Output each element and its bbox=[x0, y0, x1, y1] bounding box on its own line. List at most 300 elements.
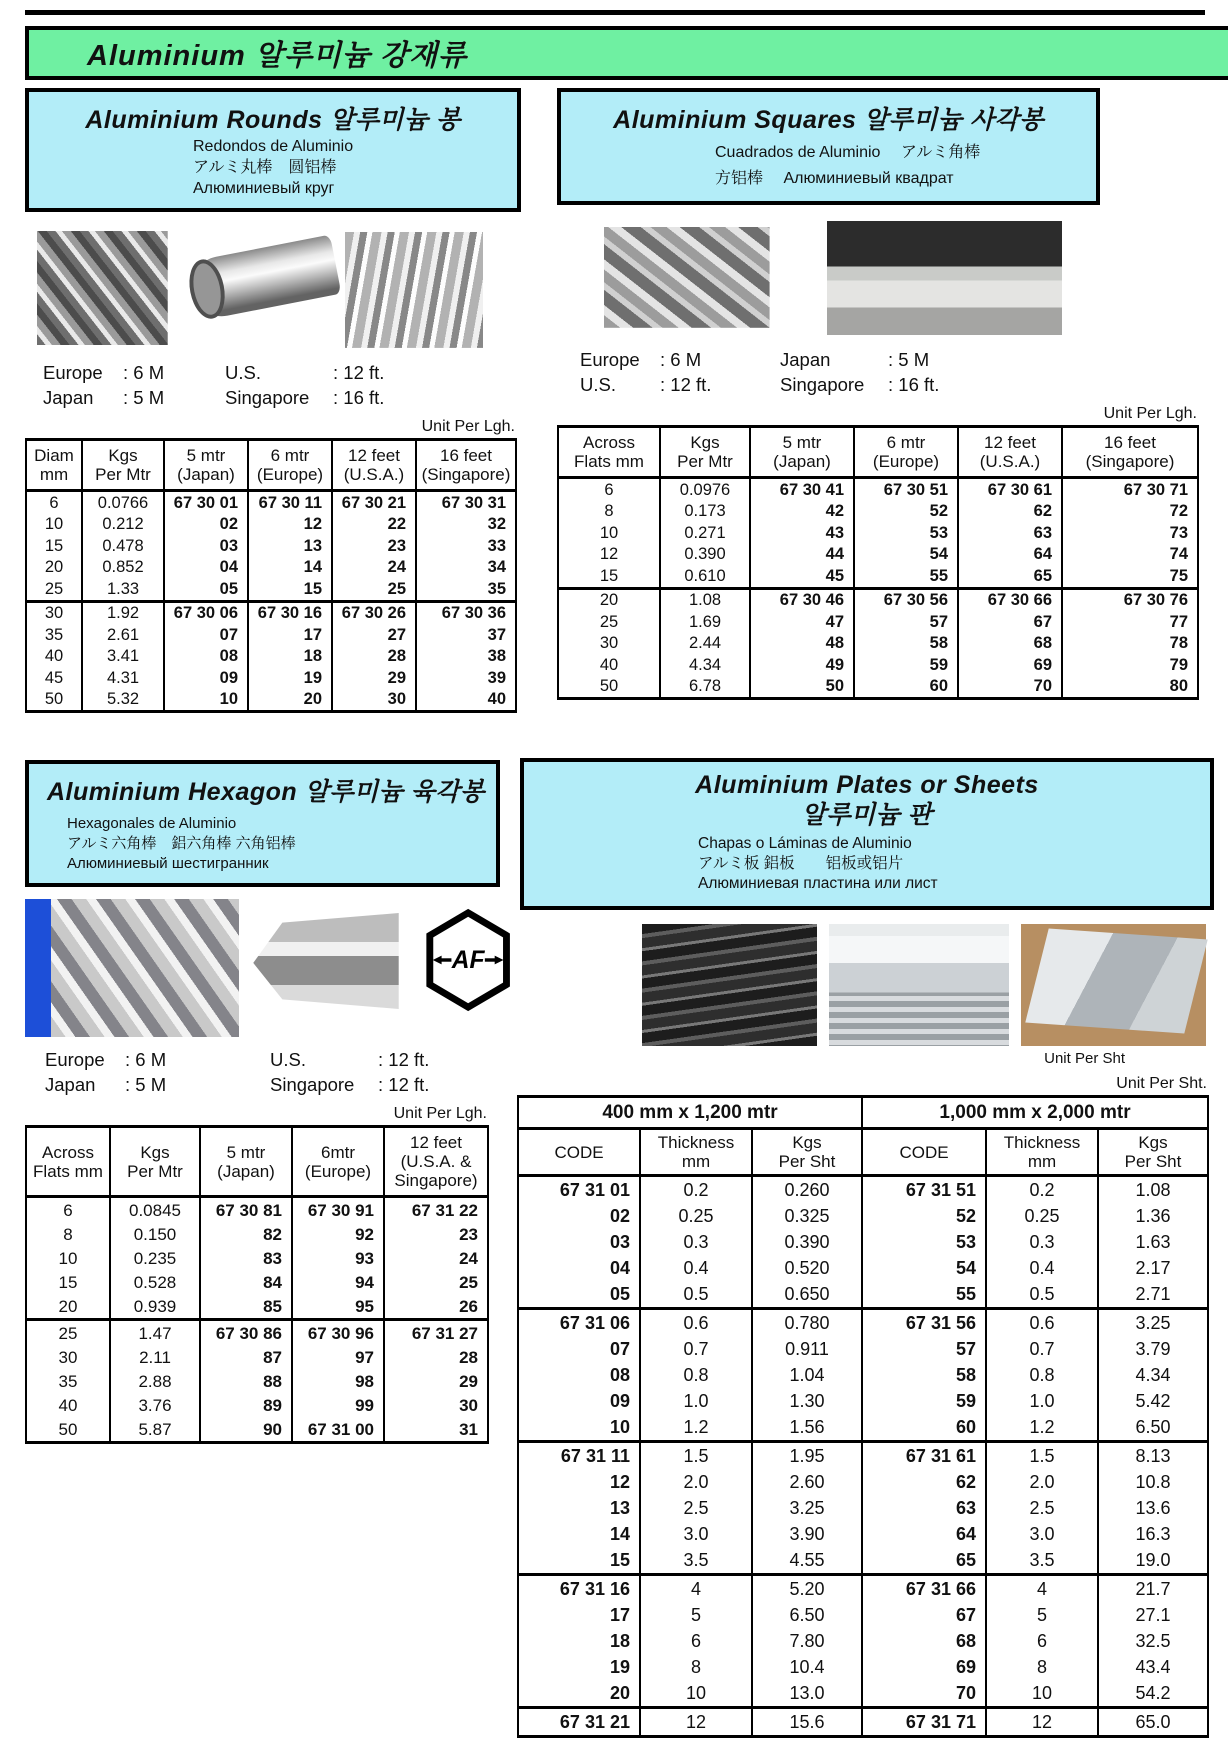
table-row bbox=[26, 514, 516, 536]
value-cell: 15 bbox=[558, 565, 660, 588]
table-row bbox=[518, 1602, 1208, 1628]
code-cell: 69 bbox=[958, 654, 1062, 676]
code-cell: 42 bbox=[750, 501, 854, 523]
value-cell: 8 bbox=[640, 1654, 752, 1680]
table-row bbox=[26, 646, 516, 668]
table-row bbox=[26, 1294, 488, 1320]
value-cell: 8.13 bbox=[1098, 1442, 1208, 1470]
value-cell: 3.0 bbox=[640, 1521, 752, 1547]
value-cell: 54.2 bbox=[1098, 1680, 1208, 1708]
code-cell: 27 bbox=[332, 624, 416, 646]
table-row bbox=[558, 544, 1198, 566]
length-spec bbox=[45, 1072, 270, 1097]
code-cell: 43 bbox=[750, 522, 854, 544]
column-header: 12 feet (U.S.A. & Singapore) bbox=[384, 1127, 488, 1197]
code-cell: 67 31 66 bbox=[862, 1575, 986, 1603]
code-cell: 39 bbox=[416, 667, 516, 689]
code-cell: 45 bbox=[750, 565, 854, 588]
table-row bbox=[518, 1680, 1208, 1708]
value-cell: 0.3 bbox=[986, 1229, 1098, 1255]
value-cell: 0.6 bbox=[986, 1309, 1098, 1337]
value-cell: 0.520 bbox=[752, 1255, 862, 1281]
value-cell: 0.911 bbox=[752, 1336, 862, 1362]
rounds-title: Aluminium Rounds 알루미늄 봉 bbox=[85, 106, 461, 134]
code-cell: 40 bbox=[416, 689, 516, 712]
code-cell: 68 bbox=[862, 1628, 986, 1654]
code-cell: 67 30 71 bbox=[1062, 478, 1198, 501]
plates-section bbox=[517, 758, 1209, 1738]
length-spec-region: Singapore bbox=[225, 387, 310, 408]
rounds-length-specs bbox=[25, 360, 517, 410]
code-cell: 67 30 96 bbox=[292, 1320, 384, 1346]
value-cell: 2.11 bbox=[110, 1345, 200, 1369]
squares-photo-row bbox=[552, 221, 1209, 341]
length-spec-region: Japan bbox=[43, 387, 94, 408]
value-cell: 0.8 bbox=[640, 1362, 752, 1388]
code-cell: 03 bbox=[518, 1229, 640, 1255]
value-cell: 0.235 bbox=[110, 1246, 200, 1270]
subtitle-line: Алюминиевая пластина или лист bbox=[698, 875, 938, 892]
code-cell: 63 bbox=[862, 1495, 986, 1521]
code-cell: 67 30 26 bbox=[332, 601, 416, 624]
column-header: 5 mtr (Japan) bbox=[750, 427, 854, 478]
column-header: 6 mtr (Europe) bbox=[854, 427, 958, 478]
column-header: CODE bbox=[518, 1129, 640, 1176]
hexagon-header-box bbox=[25, 760, 500, 887]
sheet-shape bbox=[1025, 928, 1207, 1033]
value-cell: 6.78 bbox=[660, 676, 750, 699]
table-row bbox=[26, 689, 516, 712]
plates-title-line1: Aluminium Plates or Sheets bbox=[695, 771, 1039, 799]
table-row bbox=[26, 1197, 488, 1223]
code-cell: 12 bbox=[248, 514, 332, 536]
length-spec-value: : 6 M bbox=[660, 349, 702, 370]
code-cell: 07 bbox=[518, 1336, 640, 1362]
value-cell: 10.8 bbox=[1098, 1469, 1208, 1495]
value-cell: 3.0 bbox=[986, 1521, 1098, 1547]
code-cell: 54 bbox=[854, 544, 958, 566]
code-cell: 37 bbox=[416, 624, 516, 646]
code-cell: 29 bbox=[332, 667, 416, 689]
table-row bbox=[518, 1281, 1208, 1309]
code-cell: 58 bbox=[862, 1362, 986, 1388]
code-cell: 67 30 56 bbox=[854, 588, 958, 611]
length-spec bbox=[270, 1072, 429, 1097]
value-cell: 0.939 bbox=[110, 1294, 200, 1320]
column-header: Diam mm bbox=[26, 440, 82, 491]
code-cell: 67 31 61 bbox=[862, 1442, 986, 1470]
value-cell: 1.36 bbox=[1098, 1203, 1208, 1229]
hexagon-subtitles bbox=[67, 814, 490, 874]
table-row bbox=[26, 1345, 488, 1369]
value-cell: 0.2 bbox=[986, 1176, 1098, 1204]
code-cell: 98 bbox=[292, 1369, 384, 1393]
column-header: 12 feet (U.S.A.) bbox=[332, 440, 416, 491]
value-cell: 0.25 bbox=[986, 1203, 1098, 1229]
code-cell: 67 30 06 bbox=[164, 601, 248, 624]
code-cell: 85 bbox=[200, 1294, 292, 1320]
value-cell: 35 bbox=[26, 624, 82, 646]
value-cell: 30 bbox=[26, 601, 82, 624]
table-row bbox=[518, 1708, 1208, 1737]
length-spec-value: : 6 M bbox=[123, 362, 165, 383]
table-row bbox=[558, 522, 1198, 544]
column-header: 6 mtr (Europe) bbox=[248, 440, 332, 491]
column-header: CODE bbox=[862, 1129, 986, 1176]
length-spec bbox=[45, 1047, 270, 1072]
value-cell: 10 bbox=[26, 514, 82, 536]
value-cell: 40 bbox=[26, 1393, 110, 1417]
code-cell: 67 31 00 bbox=[292, 1417, 384, 1443]
column-header: Thickness mm bbox=[640, 1129, 752, 1176]
code-cell: 67 bbox=[958, 611, 1062, 633]
code-cell: 92 bbox=[292, 1222, 384, 1246]
top-rule bbox=[25, 10, 1205, 15]
code-cell: 38 bbox=[416, 646, 516, 668]
code-cell: 67 30 11 bbox=[248, 491, 332, 514]
code-cell: 67 30 41 bbox=[750, 478, 854, 501]
code-cell: 89 bbox=[200, 1393, 292, 1417]
value-cell: 0.390 bbox=[660, 544, 750, 566]
value-cell: 7.80 bbox=[752, 1628, 862, 1654]
length-spec-region: Japan bbox=[45, 1074, 96, 1095]
table-row bbox=[518, 1442, 1208, 1470]
value-cell: 15 bbox=[26, 535, 82, 557]
value-cell: 1.92 bbox=[82, 601, 164, 624]
rounds-section bbox=[25, 88, 517, 713]
value-cell: 1.95 bbox=[752, 1442, 862, 1470]
table-row bbox=[558, 588, 1198, 611]
af-label: AF bbox=[451, 946, 485, 974]
code-cell: 25 bbox=[384, 1270, 488, 1294]
value-cell: 8 bbox=[26, 1222, 110, 1246]
table-row bbox=[518, 1255, 1208, 1281]
code-cell: 49 bbox=[750, 654, 854, 676]
stacked-plates-photo bbox=[642, 924, 817, 1046]
length-spec-column bbox=[580, 347, 780, 397]
length-spec bbox=[43, 385, 225, 410]
value-cell: 5.87 bbox=[110, 1417, 200, 1443]
table-row bbox=[26, 1270, 488, 1294]
code-cell: 30 bbox=[332, 689, 416, 712]
value-cell: 20 bbox=[26, 1294, 110, 1320]
code-cell: 67 30 51 bbox=[854, 478, 958, 501]
table-row bbox=[26, 1369, 488, 1393]
rounds-table bbox=[25, 438, 517, 713]
length-spec-region: U.S. bbox=[580, 374, 616, 395]
value-cell: 1.69 bbox=[660, 611, 750, 633]
value-cell: 2.88 bbox=[110, 1369, 200, 1393]
value-cell: 5 bbox=[640, 1602, 752, 1628]
value-cell: 2.0 bbox=[986, 1469, 1098, 1495]
length-spec bbox=[580, 372, 780, 397]
value-cell: 0.7 bbox=[986, 1336, 1098, 1362]
value-cell: 40 bbox=[558, 654, 660, 676]
subtitle-line: Алюминиевый шестигранник bbox=[67, 855, 269, 872]
value-cell: 15.6 bbox=[752, 1708, 862, 1737]
code-cell: 05 bbox=[518, 1281, 640, 1309]
table-row bbox=[558, 478, 1198, 501]
code-cell: 35 bbox=[416, 578, 516, 601]
squares-subtitles bbox=[715, 140, 1090, 192]
value-cell: 6 bbox=[26, 1197, 110, 1223]
code-cell: 14 bbox=[248, 557, 332, 579]
value-cell: 45 bbox=[26, 667, 82, 689]
value-cell: 8 bbox=[986, 1654, 1098, 1680]
value-cell: 1.56 bbox=[752, 1414, 862, 1442]
square-bar-single-photo bbox=[827, 221, 1062, 335]
length-spec-region: Europe bbox=[580, 349, 640, 370]
code-cell: 67 31 71 bbox=[862, 1708, 986, 1737]
table-row bbox=[558, 676, 1198, 699]
value-cell: 0.4 bbox=[640, 1255, 752, 1281]
length-spec-value: : 16 ft. bbox=[888, 374, 940, 395]
table-row bbox=[518, 1362, 1208, 1388]
code-cell: 04 bbox=[518, 1255, 640, 1281]
hexagon-bar-single-photo bbox=[253, 913, 398, 1009]
value-cell: 40 bbox=[26, 646, 82, 668]
length-spec bbox=[225, 385, 384, 410]
hexagon-unit-label: Unit Per Lgh. bbox=[393, 1105, 487, 1122]
code-cell: 02 bbox=[518, 1203, 640, 1229]
value-cell: 35 bbox=[26, 1369, 110, 1393]
value-cell: 20 bbox=[558, 588, 660, 611]
value-cell: 10 bbox=[558, 522, 660, 544]
value-cell: 15 bbox=[26, 1270, 110, 1294]
header-row bbox=[26, 1127, 488, 1197]
table-row bbox=[26, 535, 516, 557]
code-cell: 23 bbox=[384, 1222, 488, 1246]
code-cell: 54 bbox=[862, 1255, 986, 1281]
code-cell: 70 bbox=[862, 1680, 986, 1708]
table-row bbox=[518, 1203, 1208, 1229]
value-cell: 0.780 bbox=[752, 1309, 862, 1337]
value-cell: 0.852 bbox=[82, 557, 164, 579]
value-cell: 0.8 bbox=[986, 1362, 1098, 1388]
code-cell: 31 bbox=[384, 1417, 488, 1443]
sheet-size-header: 1,000 mm x 2,000 mtr bbox=[862, 1097, 1208, 1129]
code-cell: 77 bbox=[1062, 611, 1198, 633]
length-spec-column bbox=[43, 360, 225, 410]
code-cell: 12 bbox=[518, 1469, 640, 1495]
table-row bbox=[518, 1388, 1208, 1414]
code-cell: 13 bbox=[248, 535, 332, 557]
hexagon-bars-bundle-photo bbox=[25, 899, 239, 1037]
squares-header-box bbox=[557, 88, 1100, 205]
code-cell: 22 bbox=[332, 514, 416, 536]
value-cell: 21.7 bbox=[1098, 1575, 1208, 1603]
code-cell: 47 bbox=[750, 611, 854, 633]
code-cell: 95 bbox=[292, 1294, 384, 1320]
code-cell: 67 30 66 bbox=[958, 588, 1062, 611]
length-spec-value: : 5 M bbox=[123, 387, 165, 408]
value-cell: 0.150 bbox=[110, 1222, 200, 1246]
value-cell: 3.79 bbox=[1098, 1336, 1208, 1362]
length-spec-value: : 12 ft. bbox=[378, 1074, 430, 1095]
sheet-size-header: 400 mm x 1,200 mtr bbox=[518, 1097, 862, 1129]
value-cell: 1.5 bbox=[640, 1442, 752, 1470]
value-cell: 1.2 bbox=[986, 1414, 1098, 1442]
code-cell: 24 bbox=[332, 557, 416, 579]
code-cell: 67 30 36 bbox=[416, 601, 516, 624]
code-cell: 67 31 22 bbox=[384, 1197, 488, 1223]
value-cell: 8 bbox=[558, 501, 660, 523]
header-row bbox=[558, 427, 1198, 478]
table-row bbox=[26, 1222, 488, 1246]
code-cell: 23 bbox=[332, 535, 416, 557]
value-cell: 50 bbox=[26, 1417, 110, 1443]
value-cell: 0.173 bbox=[660, 501, 750, 523]
code-cell: 20 bbox=[248, 689, 332, 712]
code-cell: 67 30 31 bbox=[416, 491, 516, 514]
table-row bbox=[26, 601, 516, 624]
value-cell: 0.3 bbox=[640, 1229, 752, 1255]
value-cell: 2.71 bbox=[1098, 1281, 1208, 1309]
round-bar-single-photo bbox=[185, 232, 337, 344]
code-cell: 60 bbox=[854, 676, 958, 699]
code-cell: 13 bbox=[518, 1495, 640, 1521]
code-cell: 25 bbox=[332, 578, 416, 601]
code-cell: 34 bbox=[416, 557, 516, 579]
length-spec bbox=[270, 1047, 429, 1072]
code-cell: 57 bbox=[854, 611, 958, 633]
code-cell: 59 bbox=[854, 654, 958, 676]
code-cell: 24 bbox=[384, 1246, 488, 1270]
table-row bbox=[518, 1414, 1208, 1442]
column-header: Across Flats mm bbox=[26, 1127, 110, 1197]
code-cell: 90 bbox=[200, 1417, 292, 1443]
value-cell: 0.390 bbox=[752, 1229, 862, 1255]
page-title-bar bbox=[25, 26, 1228, 80]
code-cell: 04 bbox=[164, 557, 248, 579]
value-cell: 1.63 bbox=[1098, 1229, 1208, 1255]
value-cell: 3.25 bbox=[752, 1495, 862, 1521]
value-cell: 10 bbox=[986, 1680, 1098, 1708]
code-cell: 67 31 21 bbox=[518, 1708, 640, 1737]
value-cell: 0.260 bbox=[752, 1176, 862, 1204]
code-cell: 83 bbox=[200, 1246, 292, 1270]
value-cell: 12 bbox=[986, 1708, 1098, 1737]
value-cell: 0.7 bbox=[640, 1336, 752, 1362]
plates-subtitles bbox=[698, 834, 1204, 894]
table-row bbox=[518, 1229, 1208, 1255]
value-cell: 2.61 bbox=[82, 624, 164, 646]
code-cell: 67 30 01 bbox=[164, 491, 248, 514]
code-cell: 60 bbox=[862, 1414, 986, 1442]
length-spec-value: : 12 ft. bbox=[378, 1049, 430, 1070]
table-row bbox=[558, 633, 1198, 655]
code-cell: 67 30 61 bbox=[958, 478, 1062, 501]
length-spec bbox=[780, 347, 939, 372]
code-cell: 63 bbox=[958, 522, 1062, 544]
code-cell: 52 bbox=[854, 501, 958, 523]
code-cell: 17 bbox=[248, 624, 332, 646]
code-cell: 18 bbox=[248, 646, 332, 668]
value-cell: 13.6 bbox=[1098, 1495, 1208, 1521]
code-cell: 33 bbox=[416, 535, 516, 557]
value-cell: 2.5 bbox=[986, 1495, 1098, 1521]
code-cell: 03 bbox=[164, 535, 248, 557]
value-cell: 25 bbox=[558, 611, 660, 633]
code-cell: 79 bbox=[1062, 654, 1198, 676]
size-header-row bbox=[518, 1097, 1208, 1129]
code-cell: 57 bbox=[862, 1336, 986, 1362]
plates-title-line2: 알루미늄 판 bbox=[801, 801, 933, 829]
column-header: Kgs Per Mtr bbox=[110, 1127, 200, 1197]
code-cell: 59 bbox=[862, 1388, 986, 1414]
value-cell: 1.2 bbox=[640, 1414, 752, 1442]
code-cell: 14 bbox=[518, 1521, 640, 1547]
code-cell: 26 bbox=[384, 1294, 488, 1320]
subtitle-line: アルミ六角棒 鋁六角棒 六角铝棒 bbox=[67, 835, 296, 852]
value-cell: 6 bbox=[640, 1628, 752, 1654]
table-row bbox=[518, 1469, 1208, 1495]
code-cell: 32 bbox=[416, 514, 516, 536]
length-spec-region: Japan bbox=[780, 349, 831, 370]
length-spec-column bbox=[270, 1047, 429, 1097]
value-cell: 25 bbox=[26, 578, 82, 601]
value-cell: 0.6 bbox=[640, 1309, 752, 1337]
length-spec bbox=[225, 360, 384, 385]
code-cell: 08 bbox=[164, 646, 248, 668]
value-cell: 1.0 bbox=[986, 1388, 1098, 1414]
length-spec-value: : 12 ft. bbox=[660, 374, 712, 395]
value-cell: 2.44 bbox=[660, 633, 750, 655]
code-cell: 52 bbox=[862, 1203, 986, 1229]
code-cell: 70 bbox=[958, 676, 1062, 699]
value-cell: 3.5 bbox=[640, 1547, 752, 1575]
code-cell: 58 bbox=[854, 633, 958, 655]
value-cell: 4.34 bbox=[660, 654, 750, 676]
table-row bbox=[26, 1320, 488, 1346]
length-spec-column bbox=[45, 1047, 270, 1097]
code-cell: 62 bbox=[862, 1469, 986, 1495]
code-cell: 10 bbox=[164, 689, 248, 712]
value-cell: 0.0976 bbox=[660, 478, 750, 501]
value-cell: 0.4 bbox=[986, 1255, 1098, 1281]
value-cell: 43.4 bbox=[1098, 1654, 1208, 1680]
squares-title: Aluminium Squares 알루미늄 사각봉 bbox=[613, 106, 1044, 134]
plates-header-box bbox=[520, 758, 1214, 910]
code-cell: 67 30 86 bbox=[200, 1320, 292, 1346]
table-row bbox=[26, 491, 516, 514]
table-row bbox=[26, 667, 516, 689]
code-cell: 80 bbox=[1062, 676, 1198, 699]
squares-unit-label: Unit Per Lgh. bbox=[1103, 405, 1197, 422]
code-cell: 67 30 21 bbox=[332, 491, 416, 514]
code-cell: 28 bbox=[332, 646, 416, 668]
subtitle-line: Redondos de Aluminio bbox=[193, 138, 354, 155]
value-cell: 0.528 bbox=[110, 1270, 200, 1294]
column-header: 16 feet (Singapore) bbox=[416, 440, 516, 491]
column-header: 5 mtr (Japan) bbox=[200, 1127, 292, 1197]
value-cell: 0.25 bbox=[640, 1203, 752, 1229]
value-cell: 30 bbox=[558, 633, 660, 655]
code-cell: 67 30 76 bbox=[1062, 588, 1198, 611]
table-row bbox=[518, 1575, 1208, 1603]
value-cell: 1.04 bbox=[752, 1362, 862, 1388]
code-cell: 68 bbox=[958, 633, 1062, 655]
rounds-subtitles bbox=[193, 136, 511, 199]
rounds-header-box bbox=[25, 88, 521, 212]
code-cell: 05 bbox=[164, 578, 248, 601]
length-spec-region: U.S. bbox=[225, 362, 261, 383]
code-cell: 65 bbox=[958, 565, 1062, 588]
page-title: Aluminium 알루미늄 강재류 bbox=[87, 39, 468, 72]
code-cell: 87 bbox=[200, 1345, 292, 1369]
value-cell: 4 bbox=[986, 1575, 1098, 1603]
code-cell: 67 30 16 bbox=[248, 601, 332, 624]
